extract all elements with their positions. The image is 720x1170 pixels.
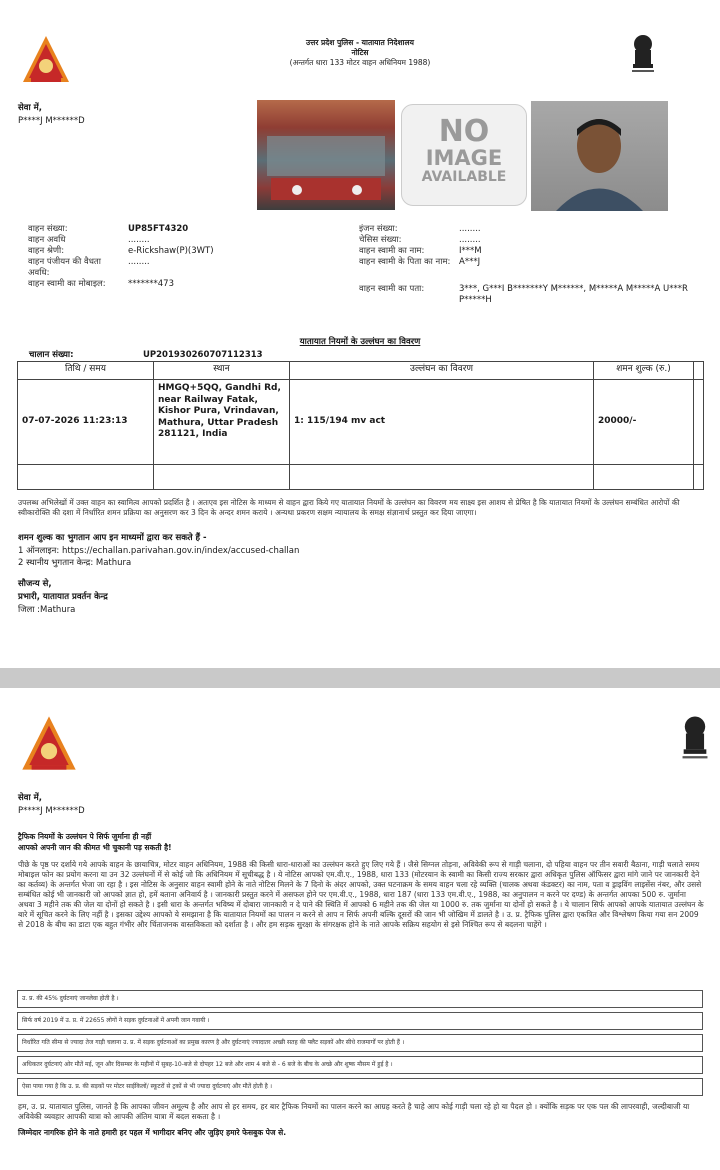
p2-closing-paragraph: हम, उ. प्र. यातायात पुलिस, जानते है कि आपका जीवन अमूल्य है और आप से हर समय, हर बार ट्रैफिक नियमों का पालन करने का आग्रह करते है चाहे आप कोई गाड़ी चला रहे हो या पैदल हो । क्योंकि सड़क पर एक पल की लापरवाही, जल्दीबाजी या अविवेकी व्यवहार आपकी यात्रा को आपकी अंतिम यात्रा में बदल सकता है । [18,1102,690,1121]
no-image-line-2: IMAGE [425,146,503,170]
title-line-3: (अन्तर्गत धारा 133 मोटर वाहन अधिनियम 1988) [289,58,431,67]
no-image-line-1: NO [438,114,490,149]
no-image-placeholder [401,104,527,206]
cell-datetime: 07-07-2026 11:23:13 [18,380,154,465]
up-police-logo [21,34,71,84]
challan-number: UP201930260707112313 [143,350,263,360]
driver-photo[interactable] [531,101,668,211]
notice-body-paragraph: उपलब्ध अभिलेखों में उक्त वाहन का स्वामित्व आपको प्रदर्शित है । अतःएव इस नोटिस के माध्यम से वाहन द्वारा किये गए यातायात नियमों के उल्लंघन का विवरण मय साक्ष्य इस आशय से प्रेषित है कि यातायात नियमों के उल्लंघन सम्बंधित आरोपों की स्वीकारोक्ति की दशा में निर्धारित शमन प्रक्रिया का अनुसरण कर 3 दिन के अन्दर शमन कराये । अन्यथा प्रकरण सक्षम न्यायालय के समक्ष संज्ञानार्थ प्रस्तुत कर दिया जाएगा। [18,498,680,517]
col-header: उल्लंघन का विवरण [290,362,594,380]
salutation: सेवा में, [18,103,42,113]
info-row [359,224,699,235]
title-line-1: उत्तर प्रदेश पुलिस - यातायात निदेशालय [306,38,414,47]
p2-headline-2: आपको अपनी जान की कीमत भी चुकानी पड़ सकती है! [18,843,172,852]
info-value: *******473 [128,279,174,289]
statistics-notes [17,990,703,1100]
p2-salutation: सेवा में, [18,793,42,803]
info-label: चेसिस संख्या: [359,235,402,245]
info-value: e-Rickshaw(P)(3WT) [128,246,214,256]
cell-empty [694,380,704,465]
payment-online-link[interactable]: 1 ऑनलाइन: https://echallan.parivahan.gov.in/index/accused-challan [18,546,300,556]
info-row [28,257,338,268]
table-row-empty [18,465,704,490]
cell-empty [18,465,154,490]
cell-empty [694,465,704,490]
cell-empty [290,465,594,490]
no-image-line-3: AVAILABLE [421,169,507,185]
info-row [28,224,338,235]
title-line-2: नोटिस [351,48,369,57]
info-label: वाहन स्वामी का नाम: [359,246,425,256]
info-label: वाहन श्रेणी: [28,246,65,256]
cell-empty [154,465,290,490]
info-row [359,235,699,246]
stat-note: उ. प्र. की 45% दुर्घटनाएं जानलेवा होती है । [17,990,703,1008]
info-value: A***J [459,257,481,267]
table-header-row [18,362,704,380]
cell-empty [594,465,694,490]
driver-photo-icon [531,101,668,211]
info-label: वाहन अवधि [28,235,66,245]
stat-note: अधिकतर दुर्घटनाएं ओर मौतें मई, जून और दिसम्बर के महीनों में सुबह-10-बजे से दोपहर 12 बजे और शाम 4 बजे से - 6 बजे के बीच के अच्छे और शुष्क मौसम में हुई है । [17,1056,703,1074]
p2-final-line[interactable]: जिम्मेदार नागरिक होने के नाते हमारी हर पहल में भागीदार बनिए और जुड़िए हमारे फेसबुक पेज से. [18,1128,287,1137]
info-row [28,268,338,279]
info-row [28,279,338,290]
cell-offence: 1: 115/194 mv act [290,380,594,465]
info-value: ........ [459,235,481,245]
payment-heading: शमन शुल्क का भुगतान आप इन माध्यमों द्वारा कर सकते हैं - [18,533,207,543]
col-header: तिथि / समय [18,362,154,380]
info-label: इंजन संख्या: [359,224,398,234]
notice-title [250,38,470,68]
info-label: वाहन पंजीयन की वैधता [28,257,101,267]
signoff-line-2: प्रभारी, यातायात प्रवर्तन केन्द्र [18,592,108,602]
violation-table [17,361,704,490]
info-row [359,246,699,257]
vehicle-photo[interactable] [257,100,395,210]
cell-place: HMGQ+5QQ, Gandhi Rd, near Railway Fatak, Kishor Pura, Vrindavan, Mathura, Uttar Pradesh 281121, India [154,380,290,465]
signoff-line-1: सौजन्य से, [18,579,52,589]
challan-label: चालान संख्या: [29,350,74,360]
info-label: वाहन स्वामी का पता: [359,284,425,294]
national-emblem-icon [628,32,658,76]
info-value: ........ [459,224,481,234]
payment-local-center: 2 स्थानीय भुगतान केन्द्र: Mathura [18,558,132,568]
stat-note: निर्धारित गति सीमा से ज्यादा तेज गाड़ी चलाना उ. प्र. में सड़क दुर्घटनाओं का प्रमुख कारण है और दुर्घटनाएं ज्यादातर अच्छी सतह की फ्लैट सड़कों और सीधे राजमार्गों पर होती हैं । [17,1034,703,1052]
info-row [28,235,338,246]
info-value: I***M [459,246,482,256]
info-label: वाहन स्वामी का मोबाइल: [28,279,106,289]
info-value: ........ [128,235,150,245]
recipient-name: P****J M******D [18,116,85,126]
violation-heading: यातायात नियमों के उल्लंघन का विवरण [299,337,421,347]
col-header-empty [694,362,704,380]
info-row [359,284,699,306]
col-header: स्थान [154,362,290,380]
vehicle-info-left [28,224,338,290]
p2-headline-1: ट्रैफिक नियमों के उल्लंघन पे सिर्फ जुर्माना ही नहीं [18,832,152,841]
national-emblem-icon [678,712,712,764]
cell-fine: 20000/- [594,380,694,465]
vehicle-photo-icon [257,100,395,210]
p2-main-paragraph: पीछे के पृष्ठ पर दर्शाये गये आपके वाहन के छायाचित्र, मोटर वाहन अधिनियम, 1988 की किसी धारा-धाराओं का उल्लंघन करते हुए लिए गये हैं । जैसे सिग्नल तोड़ना, अविवेकी रूप से गाड़ी चलाना, दो पहिया वाहन पर तीन सवारी बैठाना, गाड़ी चलाते समय मोबाइल फोन का प्रयोग करना या उन 32 उल्लंघनों में से कोई जो कि अधिनियम में सूचीबद्ध है । ये नोटिस आपको एम.वी.ए., 1988, धारा 133 (मोटरयान के स्वामी का किसी राज्य सरकार द्वारा अधिकृत पुलिस ऑफिसर द्वारा मांगे जाने पर जानकारी देने का कर्तव्य) के अन्तर्गत भेजा जा रहा है । इस नोटिस के अनुसार वाहन स्वामी होने के नाते नोटिस मिलने के 7 दिनो के अंदर आपको, उक्त घटनाक्रम के समय वाहन चला रहे व्यक्ति (चालक अथवा कंडक्टर) का नाम, पता व ड्राइविंग लाइसेंस नंबर, और उससे सम्बंधित कोई भी जानकारी जो आपको ज्ञात हो, हमें बताना अनिवार्य है । जानकारी प्रस्तुत करने में असफल होने पर एम.वी.ए., 1988, धारा 187 (धारा 133 एम.वी.ए., 1988, का अनुपालन न करने पर दण्ड) के अन्तर्गत आपका 500 रु. जुर्माना अथवा 3 महीने तक की जेल या दोनों हो सकते है । इसी धारा के अन्तर्गत भविष्य में दोबारा जानकारी न दे पाने की स्थिति में आपको 6 महीने तक की जेल या 1000 रु. तक जुर्माना या दोनों हो सकते है । ये चालान सिर्फ आपको आपके यातायात उल्लंघन के बारे में सूचित करने के लिए नहीं है । इसका उद्देश्य आपको ये समझाना है कि यातायात नियमों का पालन न करने से आप न सिर्फ अपनी बल्कि दूसरों की जान भी जोखिम में डालते है । उ. प्र. ट्रैफिक पुलिस द्वारा एकत्रित और विश्लेषण किया गया सन 2009 से 2018 के बीच का डाटा एक बहुत गंभीर और चिंताजनक वास्तविकता को दर्शाता है । और हम सड़क सुरक्षा के संगरक्षक होने के नाते आपके सक्रिय सहयोग से इसे निश्चित रूप से बदलना चाहेंगे । [18,860,704,929]
info-label: वाहन स्वामी के पिता का नाम: [359,257,451,267]
stat-note: ऐसा पाया गया है कि उ. प्र. की सड़कों पर मोटर साईकिलों/ स्कूटरों से ट्रकों से भी ज्यादा दुर्घटनाएं और मौतें होती है । [17,1078,703,1096]
vehicle-info-right [359,224,699,306]
col-header: शमन शुल्क (रु.) [594,362,694,380]
p2-recipient-name: P****J M******D [18,806,85,816]
info-value: 3***, G***I B*******Y M******, M*****A M*****A U***R P*****H [459,284,688,305]
info-row [359,257,699,268]
info-row [28,246,338,257]
info-value: UP85FT4320 [128,224,189,234]
info-value: ........ [128,257,150,267]
stat-note: सिर्फ वर्ष 2019 में उ. प्र. में 22655 लोगों ने सड़क दुर्घटनाओं में अपनी जान गवायी । [17,1012,703,1030]
info-label: वाहन संख्या: [28,224,68,234]
info-label: अवधि: [28,268,50,278]
table-row [18,380,704,465]
signoff-district: जिला :Mathura [18,605,76,615]
up-police-logo [20,714,78,772]
